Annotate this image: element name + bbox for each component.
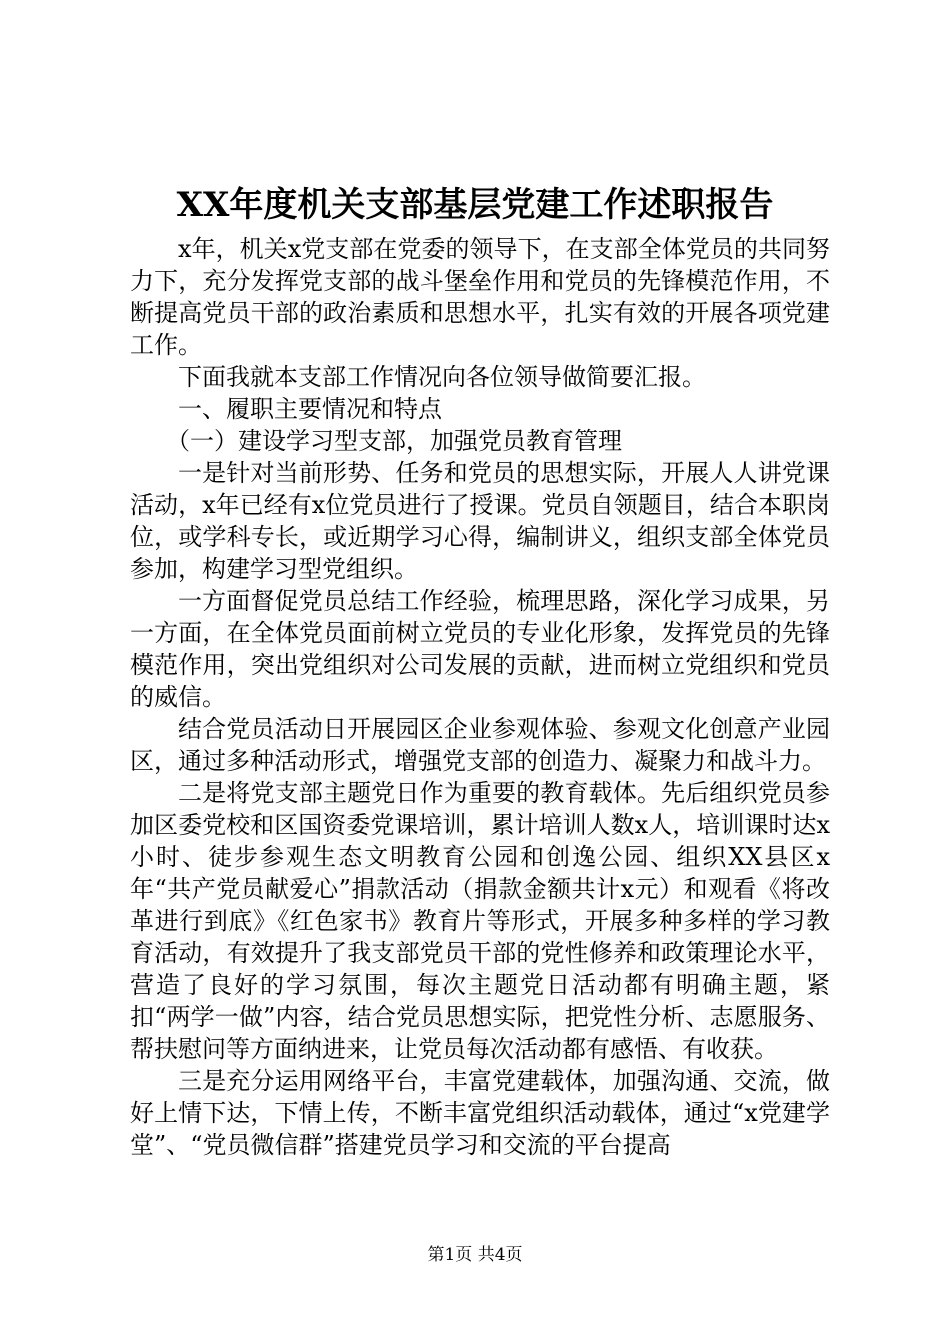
subsection-heading: （一）建设学习型支部，加强党员教育管理 <box>166 427 622 455</box>
paragraph-item-2: 二是将党支部主题党日作为重要的教育载体。先后组织党员参加区委党校和区国资委党课培训，累计培训人数x人，培训课时达x小时、徒步参观生态文明教育公园和创逸公园、组织XX县区x年“共产党员献爱心”捐款活动（捐款金额共计x元）和观看《将改革进行到底》《红色家书》教育片等形式，开展多种多样的学习教育活动，有效提升了我支部党员干部的党性修养和政策理论水平，营造了良好的学习氛围，每次主题党日活动都有明确主题，紧扣“两学一做”内容，结合党员思想实际，把党性分析、志愿服务、帮扶慰问等方面纳进来，让党员每次活动都有感悟、有收获。 <box>130 779 830 1063</box>
paragraph-item-1c: 结合党员活动日开展园区企业参观体验、参观文化创意产业园区，通过多种活动形式，增强党支部的创造力、凝聚力和战斗力。 <box>130 715 830 775</box>
paragraph-report: 下面我就本支部工作情况向各位领导做简要汇报。 <box>178 363 706 391</box>
document-title: XX年度机关支部基层党建工作述职报告 <box>176 185 774 225</box>
paragraph-item-1: 一是针对当前形势、任务和党员的思想实际，开展人人讲党课活动，x年已经有x位党员进行了授课。党员自领题目，结合本职岗位，或学科专长，或近期学习心得，编制讲义，组织支部全体党员参加，构建学习型党组织。 <box>130 459 830 583</box>
paragraph-item-1b: 一方面督促党员总结工作经验，梳理思路，深化学习成果，另一方面，在全体党员面前树立党员的专业化形象，发挥党员的先锋模范作用，突出党组织对公司发展的贡献，进而树立党组织和党员的威信。 <box>130 587 830 711</box>
document-body <box>130 233 830 1161</box>
page-footer: 第1页 共4页 <box>427 1245 523 1265</box>
paragraph-intro: x年，机关x党支部在党委的领导下，在支部全体党员的共同努力下，充分发挥党支部的战斗堡垒作用和党员的先锋模范作用，不断提高党员干部的政治素质和思想水平，扎实有效的开展各项党建工作。 <box>130 235 830 359</box>
section-heading: 一、履职主要情况和特点 <box>178 395 442 423</box>
paragraph-item-3: 三是充分运用网络平台，丰富党建载体，加强沟通、交流，做好上情下达，下情上传，不断丰富党组织活动载体，通过“x党建学堂”、“党员微信群”搭建党员学习和交流的平台提高 <box>130 1067 830 1159</box>
